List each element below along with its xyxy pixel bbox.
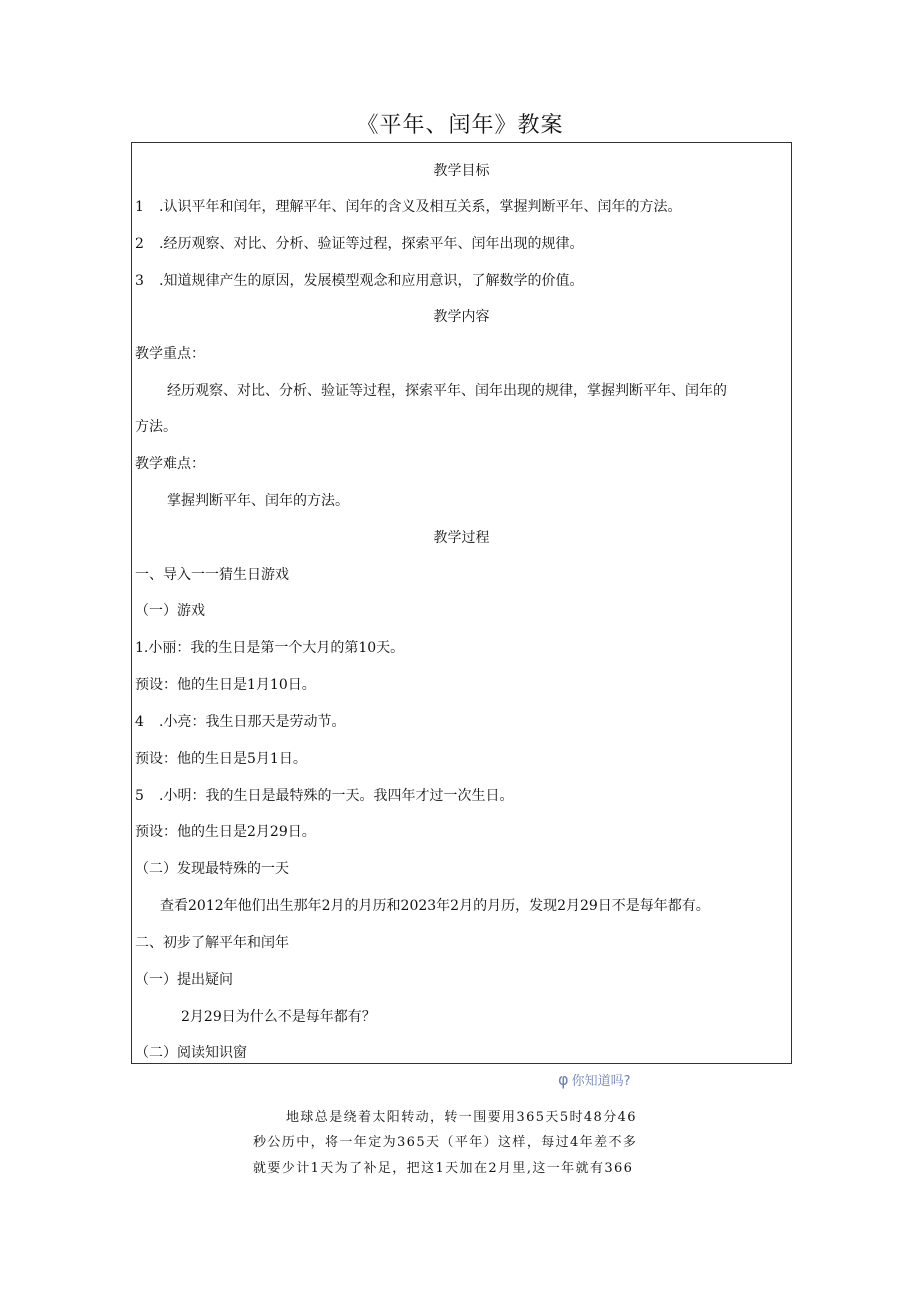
answer-2: 预设：他的生日是5月1日。 xyxy=(135,751,307,767)
key-point-text: 经历观察、对比、分析、验证等过程，探索平年、闰年出现的规律，掌握判断平年、闰年的 xyxy=(167,383,727,399)
section-1-2-text: 查看2012年他们出生那年2月的月历和2023年2月的月历，发现2月29日不是每年都有。 xyxy=(160,898,710,914)
knowledge-line-1: 地球总是绕着太阳转动，转一围要用365天5时48分46 xyxy=(286,1110,637,1125)
section-2-title: 二、初步了解平年和闰年 xyxy=(135,935,289,951)
phi-icon: φ xyxy=(558,1070,569,1089)
knowledge-line-2: 秒公历中，将一年定为365天（平年）这样，每过4年差不多 xyxy=(253,1135,638,1150)
content-heading: 教学内容 xyxy=(433,309,490,325)
question-2: 4 .小亮：我生日那天是劳动节。 xyxy=(135,714,346,730)
goal-item-1: 1 .认识平年和闰年，理解平年、闰年的含义及相互关系，掌握判断平年、闰年的方法。 xyxy=(135,199,682,215)
answer-3: 预设：他的生日是2月29日。 xyxy=(135,824,316,840)
key-point-text-cont: 方法。 xyxy=(135,419,177,435)
process-heading: 教学过程 xyxy=(433,530,490,546)
page-title: 《平年、闰年》教案 xyxy=(356,113,564,138)
answer-1: 预设：他的生日是1月10日。 xyxy=(135,677,316,693)
section-1-title: 一、导入一一猜生日游戏 xyxy=(135,567,289,583)
goal-item-2: 2 .经历观察、对比、分析、验证等过程，探索平年、闰年出现的规律。 xyxy=(135,236,584,252)
goals-heading: 教学目标 xyxy=(433,163,490,179)
question-1: 1.小丽：我的生日是第一个大月的第10天。 xyxy=(135,640,405,656)
section-2-1-title: （一）提出疑问 xyxy=(135,972,233,988)
section-1-1-title: （一）游戏 xyxy=(135,603,205,619)
difficulty-label: 教学难点： xyxy=(135,456,205,472)
section-1-2-title: （二）发现最特殊的一天 xyxy=(135,861,289,877)
section-2-1-text: 2月29日为什么不是每年都有？ xyxy=(181,1009,376,1025)
key-point-label: 教学重点： xyxy=(135,346,205,362)
difficulty-text: 掌握判断平年、闰年的方法。 xyxy=(167,493,349,509)
goal-item-3: 3 .知道规律产生的原因，发展模型观念和应用意识，了解数学的价值。 xyxy=(135,273,584,289)
did-you-know-hint: φ 你知道吗? xyxy=(558,1070,631,1089)
question-3: 5 .小明：我的生日是最特殊的一天。我四年才过一次生日。 xyxy=(135,788,514,804)
knowledge-line-3: 就要少计1天为了补足，把这1天加在2月里,这一年就有366 xyxy=(253,1161,634,1176)
section-2-2-title: （二）阅读知识窗 xyxy=(135,1045,247,1061)
